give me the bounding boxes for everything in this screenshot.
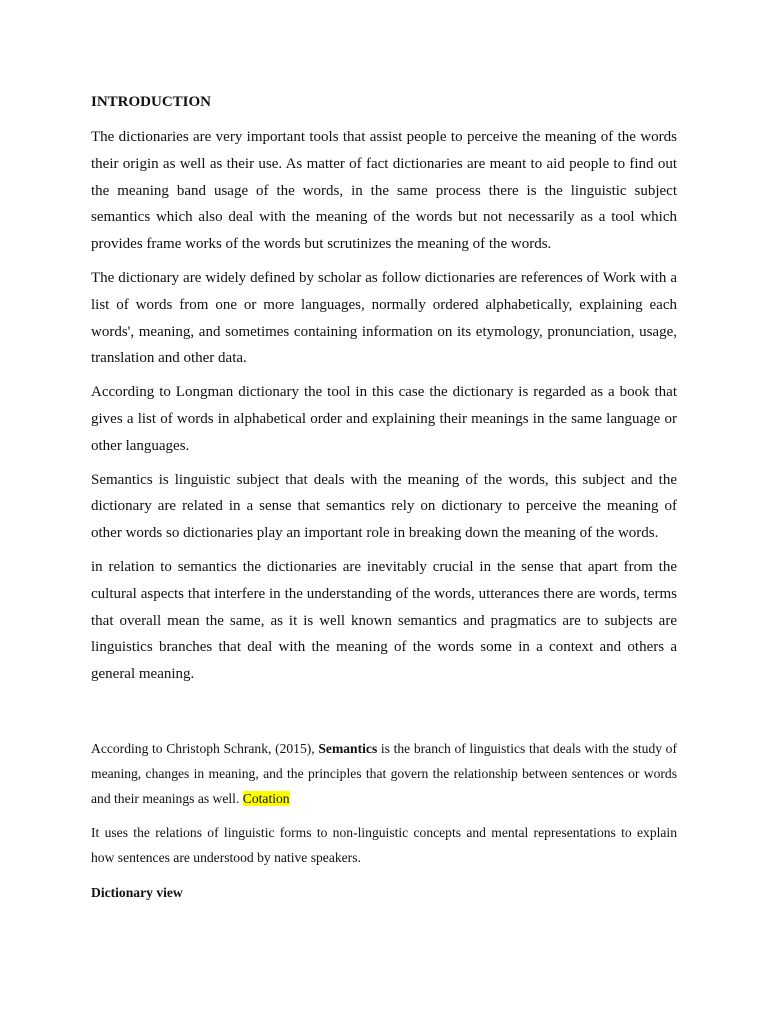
citation-body: is the branch of linguistics that deals with the study of meaning, changes in meaning, and the principles that govern the relationship between sentences or words and their meanings as well. [91, 740, 677, 806]
paragraph: The dictionaries are very important tools that assist people to perceive the meaning of the words their origin as well as their use. As matter of fact dictionaries are meant to aid people to find out the meaning band usage of the words, in the same process there is the linguistic subject semantics which also deal with the meaning of the words but not necessarily as a tool which provides frame works of the words but scrutinizes the meaning of the words. [91, 129, 677, 253]
spacer [91, 695, 677, 737]
section-heading: INTRODUCTION [91, 94, 212, 110]
paragraph: in relation to semantics the dictionaries are inevitably crucial in the sense that apart from the cultural aspects that interfere in the understanding of the words, utterances there are words, terms that overall mean the same, as it is well known semantics and pragmatics are to subjects are linguistics branches that deal with the meaning of the words some in a context and others a general meaning. [91, 558, 677, 683]
document-body [91, 92, 677, 903]
citation-prefix: According to Christoph Schrank, (2015), [91, 740, 319, 756]
paragraph: The dictionary are widely defined by scholar as follow dictionaries are references of Work with a list of words from one or more languages, normally ordered alphabetically, explaining each words', meaning, and sometimes containing information on its etymology, pronunciation, usage, translation and other data. [91, 269, 677, 367]
highlighted-text: Cotation [242, 790, 290, 806]
citation-term: Semantics [318, 740, 378, 756]
subsection-heading: Dictionary view [91, 884, 183, 900]
paragraph: Semantics is linguistic subject that deals with the meaning of the words, this subject and the dictionary are related in a sense that semantics rely on dictionary to perceive the meaning of other words so dictionaries play an important role in breaking down the meaning of the words. [91, 471, 677, 542]
paragraph: According to Longman dictionary the tool in this case the dictionary is regarded as a book that gives a list of words in alphabetical order and explaining their meanings in the same language or other languages. [91, 384, 677, 454]
citation-paragraph [91, 737, 677, 811]
paragraph: It uses the relations of linguistic forms to non-linguistic concepts and mental representations to explain how sentences are understood by native speakers. [91, 825, 677, 866]
